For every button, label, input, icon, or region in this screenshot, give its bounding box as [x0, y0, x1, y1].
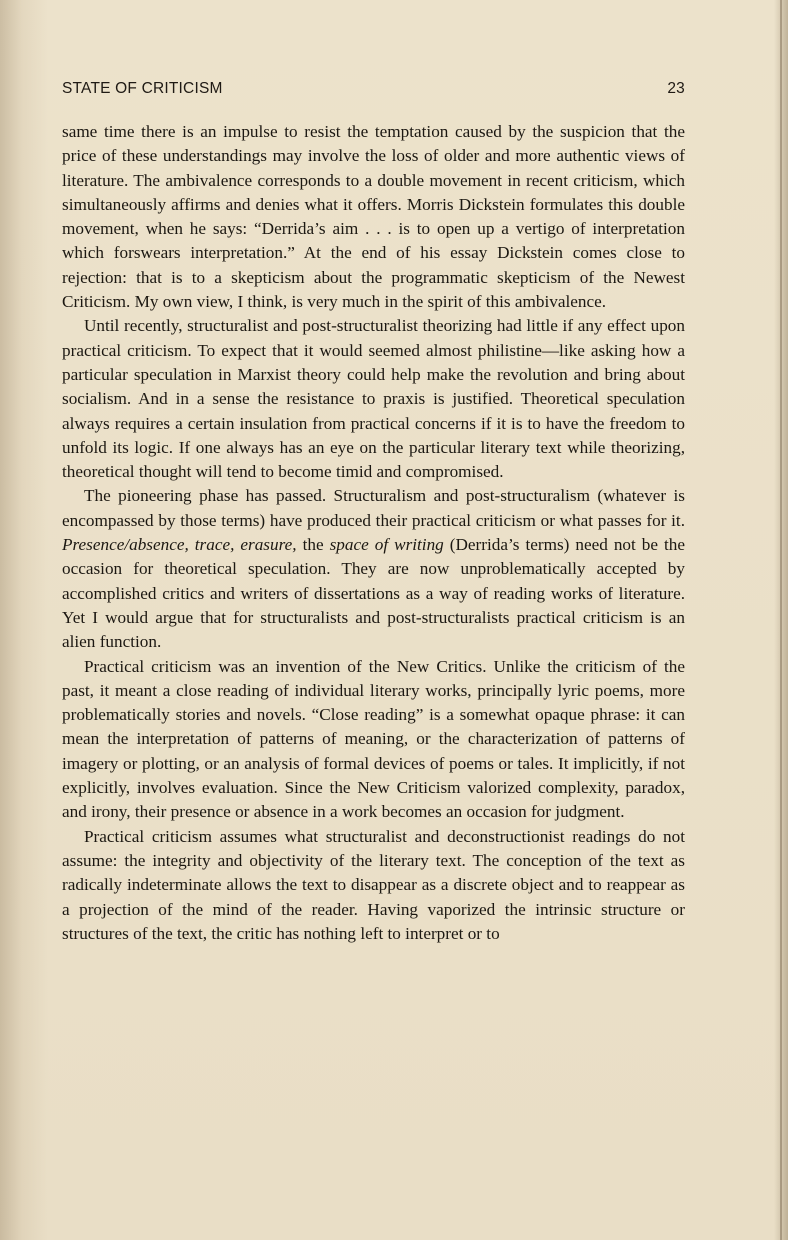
italic-text: Presence/absence, trace, erasure,	[62, 535, 297, 555]
paragraph-text: the	[296, 535, 330, 555]
paragraph-text: same time there is an impulse to resist the temptation caused by the suspicion that the price of these understandings may involve the loss of older and more authentic views of literature. The ambivalence corresponds to a double movement in recent criticism, which simultaneously affirms and denies what it offers. Morris Dickstein formulates this double movement, when he says: “Derrida’s aim . . . is to open up a vertigo of interpretation which forswears interpretation.” At the end of his essay Dickstein comes close to rejection: that is to a skepticism about the programmatic skepticism of the Newest Criticism. My own view, I think, is very much in the spirit of this ambivalence.	[62, 122, 685, 312]
page-edge-shadow	[780, 0, 782, 1240]
paragraph	[62, 655, 685, 825]
paragraph-text: The pioneering phase has passed. Structuralism and post-structuralism (whatever is encompassed by those terms) have produced their practical criticism or what passes for it.	[62, 486, 685, 530]
paragraph	[62, 825, 685, 946]
italic-text: space of writing	[329, 535, 444, 555]
running-head	[62, 80, 685, 102]
paragraph	[62, 120, 685, 314]
running-head-title: STATE OF CRITICISM	[62, 80, 223, 97]
page-number: 23	[667, 80, 685, 97]
paragraph-text: Until recently, structuralist and post-structuralist theorizing had little if any effect upon practical criticism. To expect that it would seemed almost philistine—like asking how a particular speculation in Marxist theory could help make the revolution and bring about socialism. And in a sense the resistance to praxis is justified. Theoretical speculation always requires a certain insulation from practical concerns if it is to have the freedom to unfold its logic. If one always has an eye on the particular literary text while theorizing, theoretical thought will tend to become timid and compromised.	[62, 316, 685, 482]
paragraph	[62, 484, 685, 654]
body-text	[62, 120, 685, 946]
paragraph	[62, 314, 685, 484]
paragraph-text: Practical criticism was an invention of the New Critics. Unlike the criticism of the past, it meant a close reading of individual literary works, principally lyric poems, more problematically stories and novels. “Close reading” is a somewhat opaque phrase: it can mean the interpretation of patterns of meaning, or the characterization of patterns of imagery or plotting, or an analysis of formal devices of poems or tales. It implicitly, if not explicitly, involves evaluation. Since the New Criticism valorized complexity, paradox, and irony, their presence or absence in a work becomes an occasion for judgment.	[62, 656, 685, 822]
paragraph-text: (Derrida’s terms) need not be the occasion for theoretical speculation. They are now unproblematically accepted by accomplished critics and writers of dissertations as a way of reading works of literature. Yet I would argue that for structuralists and post-structuralists practical criticism is an alien function.	[62, 535, 686, 652]
paragraph-text: Practical criticism assumes what structuralist and deconstructionist readings do not assume: the integrity and objectivity of the literary text. The conception of the text as radically indeterminate allows the text to disappear as a discrete object and to reappear as a projection of the mind of the reader. Having vaporized the intrinsic structure or structures of the text, the critic has nothing left to interpret or to	[62, 826, 685, 943]
